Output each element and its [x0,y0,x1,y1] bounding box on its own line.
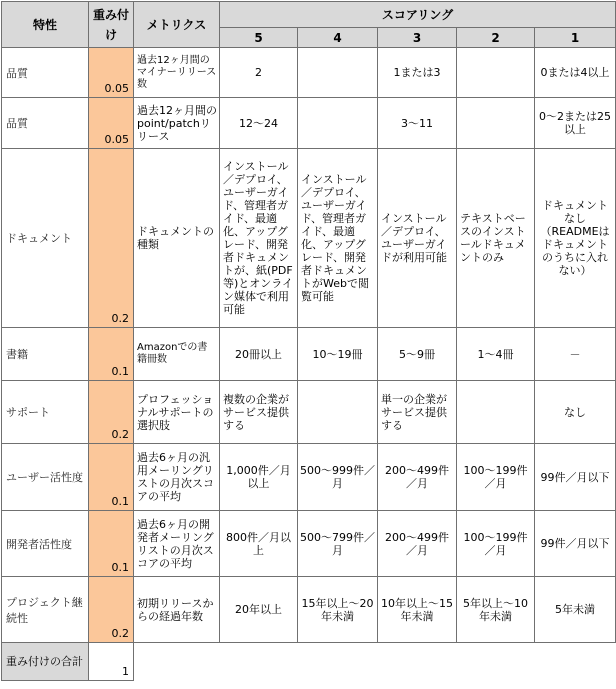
score-cell-3: インストール／デプロイ、ユーザーガイドが利用可能 [378,149,457,328]
score-cell-1: 5年未満 [535,577,616,643]
header-score-5: 5 [220,28,298,48]
weight-cell: 0.2 [89,381,134,444]
attribute-cell: サポート [2,381,89,444]
header-attribute: 特性 [2,2,89,48]
weight-cell: 0.05 [89,48,134,98]
table-row [2,511,616,577]
header-scoring: スコアリング [220,2,616,28]
score-cell-2: テキストベースのインストールドキュメントのみ [457,149,535,328]
score-cell-5: 20年以上 [220,577,298,643]
table-row [2,328,616,381]
metric-cell: 過去6ヶ月の開発者メーリングリストの月次スコアの平均 [134,511,220,577]
weight-cell: 0.2 [89,149,134,328]
attribute-cell: 品質 [2,98,89,149]
score-cell-3: 200～499件／月 [378,511,457,577]
score-cell-4: 15年以上～20年未満 [298,577,378,643]
weight-cell: 0.1 [89,328,134,381]
score-cell-1: － [535,328,616,381]
total-row [2,643,616,681]
weight-cell: 0.05 [89,98,134,149]
score-cell-4: 500～999件／月 [298,444,378,511]
metric-cell: 過去6ヶ月の汎用メーリングリストの月次スコアの平均 [134,444,220,511]
table-row [2,381,616,444]
metric-cell: ドキュメントの種類 [134,149,220,328]
score-cell-1: ドキュメントなし（READMEはドキュメントのうちに入れない） [535,149,616,328]
score-cell-4: インストール／デプロイ、ユーザーガイド、管理者ガイド、最適化、アップグレード、開発者ドキュメントがWebで閲覧可能 [298,149,378,328]
score-cell-2: 5年以上～10年未満 [457,577,535,643]
metric-cell: Amazonでの書籍冊数 [134,328,220,381]
table-row [2,149,616,328]
header-score-3: 3 [378,28,457,48]
table-row [2,444,616,511]
score-cell-2: 1～4冊 [457,328,535,381]
table-row [2,48,616,98]
attribute-cell: プロジェクト継続性 [2,577,89,643]
table-row [2,577,616,643]
header-metrics: メトリクス [134,2,220,48]
score-cell-3: 1または3 [378,48,457,98]
score-cell-3: 単一の企業がサービス提供する [378,381,457,444]
header-score-4: 4 [298,28,378,48]
score-cell-2 [457,381,535,444]
score-cell-5: 2 [220,48,298,98]
score-cell-3: 3～11 [378,98,457,149]
score-cell-4: 10～19冊 [298,328,378,381]
score-cell-3: 200～499件／月 [378,444,457,511]
metric-cell: 過去12ヶ月間のマイナーリリース数 [134,48,220,98]
score-cell-2 [457,98,535,149]
score-cell-5: 20冊以上 [220,328,298,381]
score-cell-1: 99件／月以下 [535,444,616,511]
metric-cell: プロフェッショナルサポートの選択肢 [134,381,220,444]
attribute-cell: 書籍 [2,328,89,381]
score-cell-3: 10年以上～15年未満 [378,577,457,643]
score-cell-1: 0～2または25以上 [535,98,616,149]
score-cell-2 [457,48,535,98]
score-cell-3: 5～9冊 [378,328,457,381]
attribute-cell: ドキュメント [2,149,89,328]
score-cell-1: なし [535,381,616,444]
score-cell-5: インストール／デプロイ、ユーザーガイド、管理者ガイド、最適化、アップグレード、開発者ドキュメントが、紙(PDF等)とオンライン媒体で利用可能 [220,149,298,328]
score-cell-5: 800件／月以上 [220,511,298,577]
score-cell-4 [298,98,378,149]
weight-cell: 0.1 [89,444,134,511]
header-score-1: 1 [535,28,616,48]
score-cell-5: 1,000件／月以上 [220,444,298,511]
metric-cell: 初期リリースからの経過年数 [134,577,220,643]
score-cell-4: 500～799件／月 [298,511,378,577]
score-cell-1: 99件／月以下 [535,511,616,577]
score-cell-5: 12～24 [220,98,298,149]
attribute-cell: 開発者活性度 [2,511,89,577]
weight-cell: 0.1 [89,511,134,577]
score-cell-5: 複数の企業がサービス提供する [220,381,298,444]
score-cell-2: 100～199件／月 [457,444,535,511]
weight-cell: 0.2 [89,577,134,643]
header-score-2: 2 [457,28,535,48]
table-row [2,98,616,149]
metric-cell: 過去12ヶ月間のpoint/patchリリース [134,98,220,149]
score-cell-2: 100～199件／月 [457,511,535,577]
attribute-cell: 品質 [2,48,89,98]
score-cell-1: 0または4以上 [535,48,616,98]
header-weight: 重み付け [89,2,134,48]
score-cell-4 [298,381,378,444]
total-label: 重み付けの合計 [2,643,89,681]
attribute-cell: ユーザー活性度 [2,444,89,511]
score-cell-4 [298,48,378,98]
scoring-table [1,1,616,681]
total-weight: 1 [89,643,134,681]
empty-area [134,643,616,681]
